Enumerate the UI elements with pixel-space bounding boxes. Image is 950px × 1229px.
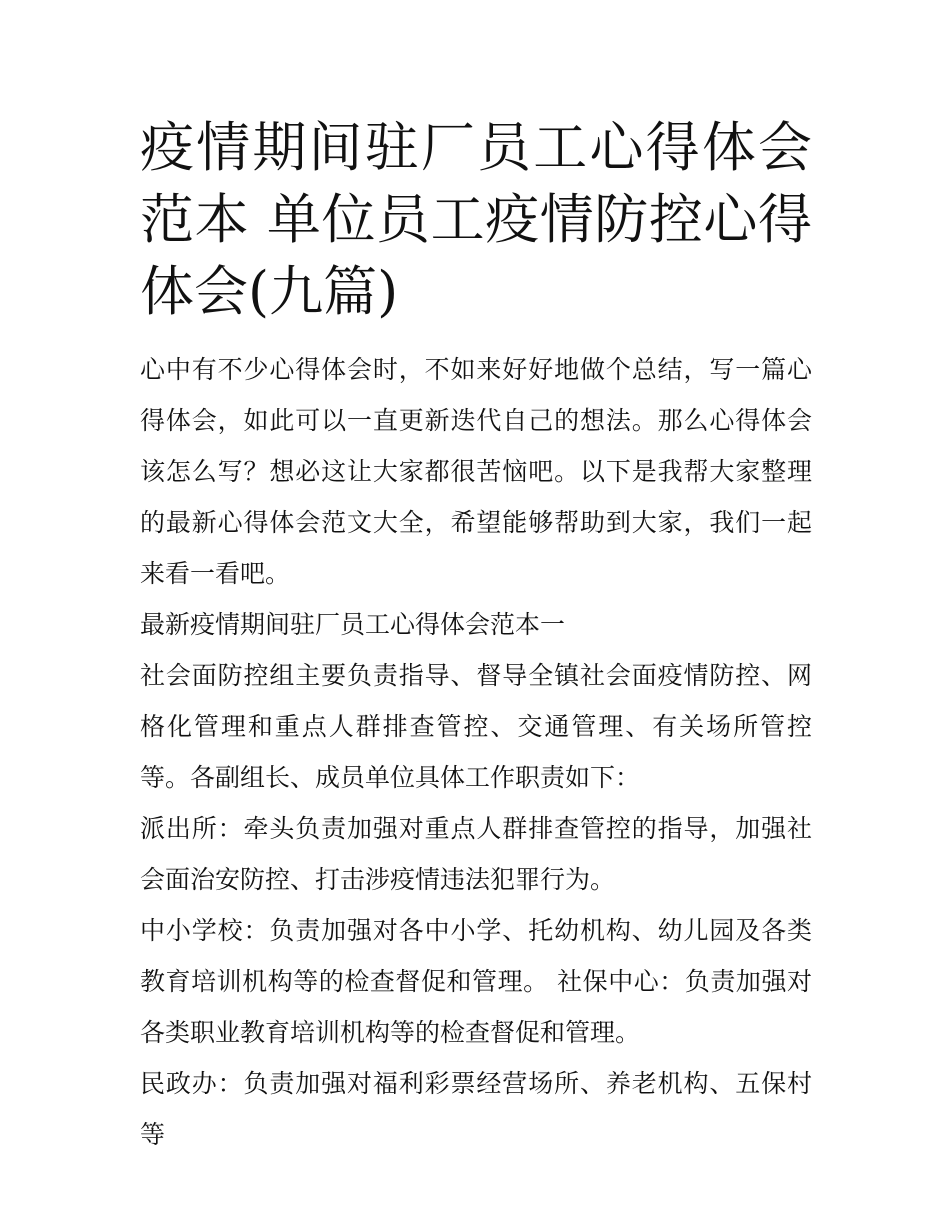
section-heading: 最新疫情期间驻厂员工心得体会范本一 (140, 610, 566, 639)
body-paragraph: 社会面防控组主要负责指导、督导全镇社会面疫情防控、网格化管理和重点人群排查管控、交通管理、有关场所管控等。各副组长、成员单位具体工作职责如下： (140, 661, 812, 792)
body-paragraph: 派出所：牵头负责加强对重点人群排查管控的指导，加强社会面治安防控、打击涉疫情违法犯罪行为。 (140, 814, 812, 894)
document-body (140, 344, 812, 1160)
intro-paragraph: 心中有不少心得体会时，不如来好好地做个总结，写一篇心得体会，如此可以一直更新迭代自己的想法。那么心得体会该怎么写？想必这让大家都很苦恼吧。以下是我帮大家整理的最新心得体会范文大全，希望能够帮助到大家，我们一起来看一看吧。 (140, 355, 812, 588)
document-title: 疫情期间驻厂员工心得体会范本 单位员工疫情防控心得体会(九篇) (140, 116, 812, 323)
body-paragraph: 民政办：负责加强对福利彩票经营场所、养老机构、五保村等 (140, 1069, 812, 1149)
body-paragraph: 中小学校：负责加强对各中小学、托幼机构、幼儿园及各类教育培训机构等的检查督促和管理。 社保中心：负责加强对各类职业教育培训机构等的检查督促和管理。 (140, 916, 812, 1047)
document-page (140, 112, 812, 1160)
